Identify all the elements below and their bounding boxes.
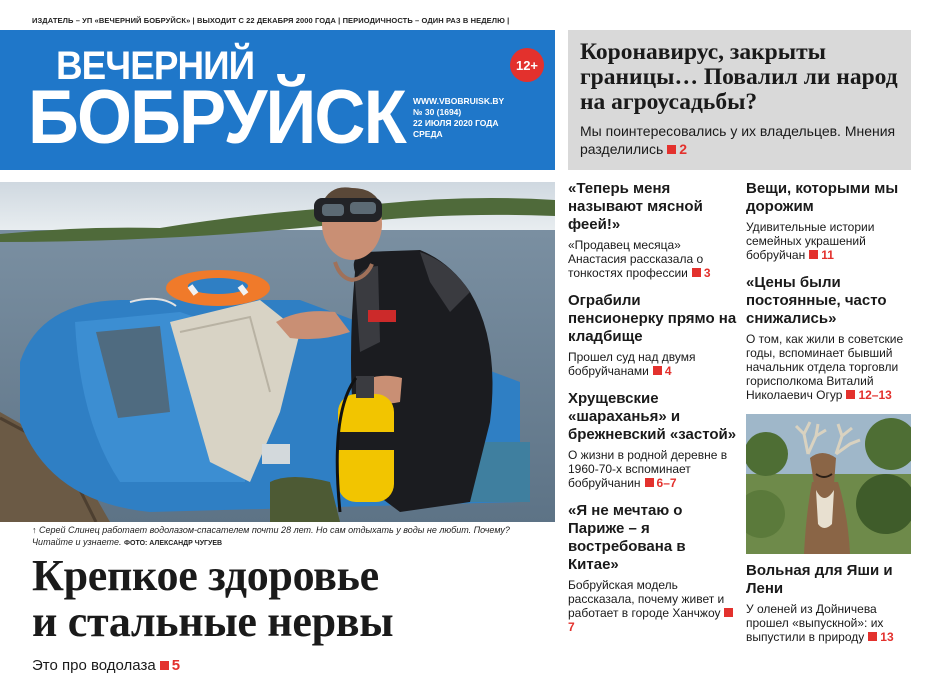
news-teaser xyxy=(746,220,916,262)
news-page-number: 7 xyxy=(568,620,575,634)
publisher-line: ИЗДАТЕЛЬ – УП «ВЕЧЕРНИЙ БОБРУЙСК» | ВЫХОДИТ С 22 ДЕКАБРЯ 2000 ГОДА | ПЕРИОДИЧНОСТЬ – ОДИН РАЗ В НЕДЕЛЮ | xyxy=(32,16,510,25)
news-teaser-text: Бобруйская модель рассказала, почему живет и работает в городе Ханчжоу xyxy=(568,578,725,620)
news-page-number: 4 xyxy=(664,364,672,378)
news-teaser-text: «Продавец месяца» Анастасия рассказала о тонкостях профессии xyxy=(568,238,704,280)
news-page-number: 3 xyxy=(703,266,711,280)
news-item[interactable] xyxy=(568,180,738,280)
deer-photo-icon xyxy=(746,414,911,554)
news-teaser-text: Прошел суд над двумя бобруйчанами xyxy=(568,350,696,378)
page-marker-icon xyxy=(667,145,676,154)
age-rating-badge: 12+ xyxy=(510,48,544,82)
masthead xyxy=(0,30,555,170)
news-page-number: 12–13 xyxy=(858,388,892,402)
lead-headline[interactable] xyxy=(32,553,562,645)
news-column-right xyxy=(746,180,916,656)
news-item[interactable] xyxy=(746,180,916,262)
photo-caption xyxy=(32,524,552,550)
masthead-site: WWW.VBOBRUISK.BY xyxy=(413,96,505,106)
news-headline: Вещи, которыми мы дорожим xyxy=(746,180,899,215)
promo-page-number: 2 xyxy=(679,141,688,157)
promo-title: Коронавирус, закрыты границы… Повалил ли народ на агроусадьбы? xyxy=(580,39,898,115)
news-teaser xyxy=(568,238,738,280)
masthead-title-main: БОБРУЙСК xyxy=(28,75,405,160)
promo-subtitle-text: Мы поинтересовались у их владельцев. Мнения разделились xyxy=(580,123,896,157)
news-teaser-text: Удивительные истории семейных украшений бобруйчан xyxy=(746,220,875,262)
news-teaser-text: У оленей из Дойничева прошел «выпускной»: их выпустили в природу xyxy=(746,602,884,644)
page-marker-icon xyxy=(846,390,855,399)
promo-box[interactable] xyxy=(568,30,911,170)
masthead-title-top: ВЕЧЕРНИЙ xyxy=(56,44,255,88)
page-marker-icon xyxy=(809,250,818,259)
news-headline: Хрущевские «шараханья» и брежневский «застой» xyxy=(568,390,737,443)
photo-credit: ФОТО: АЛЕКСАНДР ЧУГУЕВ xyxy=(124,540,223,547)
news-item[interactable] xyxy=(568,502,738,634)
news-item[interactable] xyxy=(568,292,738,378)
masthead-info xyxy=(413,96,504,140)
masthead-issue: № 30 (1694) xyxy=(413,107,462,117)
news-column-left xyxy=(568,180,738,646)
news-teaser xyxy=(568,578,738,634)
page-marker-icon xyxy=(653,366,662,375)
lead-page-number: 5 xyxy=(171,657,181,674)
news-headline: «Цены были постоянные, часто снижались» xyxy=(746,274,887,327)
masthead-date: 22 ИЮЛЯ 2020 ГОДА xyxy=(413,118,499,128)
news-headline: «Я не мечтаю о Париже – я востребована в Китае» xyxy=(568,502,686,573)
page-marker-icon xyxy=(692,268,701,277)
lead-subtitle xyxy=(32,657,180,674)
caption-arrow-icon: ↑ xyxy=(32,525,37,535)
caption-text: Серей Слинец работает водолазом-спасателем почти 28 лет. Но сам отдыхать у воды не любит. Почему? Читайте и узнаете. xyxy=(32,525,510,547)
lead-headline-line-1: Крепкое здоровье xyxy=(32,551,379,600)
news-teaser xyxy=(568,448,738,490)
page-marker-icon xyxy=(645,478,654,487)
news-teaser xyxy=(568,350,738,378)
lead-photo xyxy=(0,182,555,522)
page-marker-icon xyxy=(868,632,877,641)
page-marker-icon xyxy=(160,661,169,670)
news-headline: «Теперь меня называют мясной феей!» xyxy=(568,180,703,233)
diver-boat-photo-icon xyxy=(0,182,555,522)
news-page-number: 11 xyxy=(821,248,834,262)
news-item[interactable] xyxy=(746,274,916,402)
lead-subtitle-text: Это про водолаза xyxy=(32,657,156,674)
news-page-number: 13 xyxy=(880,630,894,644)
masthead-weekday: СРЕДА xyxy=(413,129,443,139)
promo-subtitle xyxy=(580,122,901,158)
news-teaser-text: О жизни в родной деревне в 1960-70-х вспоминает бобруйчанин xyxy=(568,448,728,490)
news-item[interactable] xyxy=(568,390,738,490)
news-teaser xyxy=(746,602,916,644)
lead-headline-line-2: и стальные нервы xyxy=(32,597,394,646)
news-teaser xyxy=(746,332,916,402)
page-marker-icon xyxy=(724,608,733,617)
news-page-number: 6–7 xyxy=(656,476,677,490)
news-item[interactable] xyxy=(746,562,916,644)
news-teaser-text: О том, как жили в советские годы, вспоминает бывший начальник отдела торговли горисполкома Виталий Николаевич Огур xyxy=(746,332,904,402)
news-headline: Вольная для Яши и Лени xyxy=(746,562,893,597)
news-headline: Ограбили пенсионерку прямо на кладбище xyxy=(568,292,737,345)
